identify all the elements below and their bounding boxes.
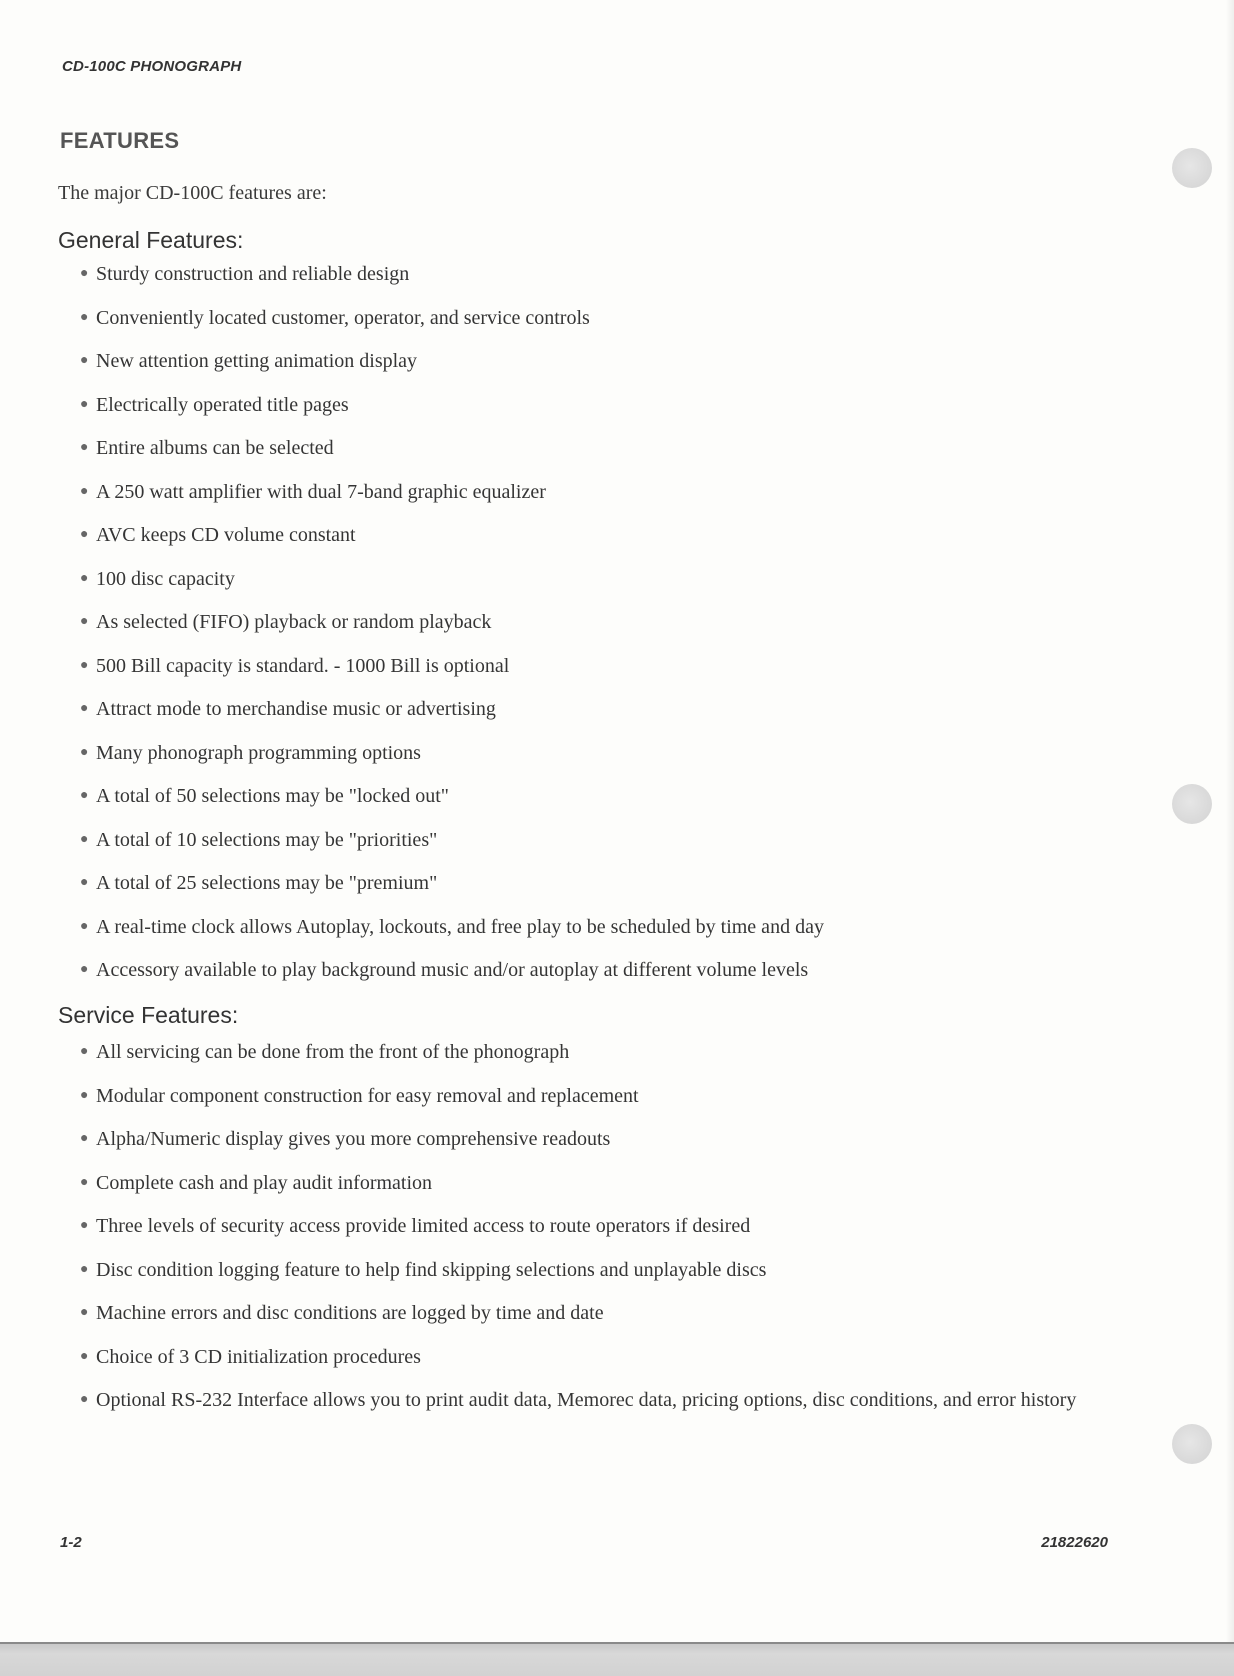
bullet-icon: ● — [80, 875, 89, 890]
list-item-text: Many phonograph programming options — [96, 741, 421, 764]
list-item — [78, 829, 1128, 873]
binder-hole — [1172, 148, 1212, 188]
service-features-list — [78, 1041, 1118, 1411]
list-item — [78, 1389, 1118, 1411]
bullet-icon: ● — [80, 744, 89, 760]
list-item-text: A total of 25 selections may be "premium" — [96, 872, 438, 894]
bullet-icon: ● — [80, 1044, 89, 1059]
running-head: CD-100C PHONOGRAPH — [62, 58, 242, 75]
list-item-text: 500 Bill capacity is standard. - 1000 Bill is optional — [96, 654, 510, 677]
list-item-text: Electrically operated title pages — [96, 393, 349, 416]
list-item-text: A total of 50 selections may be "locked out" — [96, 785, 449, 807]
section-title: FEATURES — [60, 128, 180, 153]
list-item-text: Choice of 3 CD initialization procedures — [96, 1345, 421, 1368]
bullet-icon: ● — [80, 396, 89, 412]
list-item-text: All servicing can be done from the front of the phonograph — [96, 1041, 570, 1063]
intro-text: The major CD-100C features are: — [58, 182, 327, 204]
bullet-icon: ● — [80, 788, 89, 803]
list-item — [78, 437, 1128, 481]
bullet-icon: ● — [80, 657, 89, 673]
list-item-text: 100 disc capacity — [96, 567, 235, 590]
bullet-icon: ● — [80, 353, 89, 368]
list-item — [78, 263, 1128, 307]
list-item — [78, 1172, 1118, 1216]
list-item-text: Complete cash and play audit information — [96, 1171, 433, 1194]
list-item — [78, 611, 1128, 655]
bullet-icon: ● — [80, 1305, 89, 1320]
list-item-text: Conveniently located customer, operator, and service controls — [96, 306, 590, 329]
bullet-icon: ● — [80, 1174, 89, 1190]
bullet-icon: ● — [80, 831, 89, 847]
list-item — [78, 742, 1128, 786]
list-item-text: Sturdy construction and reliable design — [96, 263, 410, 285]
list-item — [78, 1259, 1118, 1303]
list-item-text: New attention getting animation display — [96, 350, 418, 372]
service-features-heading: Service Features: — [58, 1002, 239, 1028]
list-item — [78, 916, 1128, 960]
list-item-text: As selected (FIFO) playback or random playback — [96, 611, 492, 633]
list-item-text: A total of 10 selections may be "priorities" — [96, 828, 438, 851]
list-item — [78, 872, 1128, 916]
page-number: 1-2 — [60, 1534, 82, 1551]
bullet-icon: ● — [80, 483, 89, 499]
list-item-text: Modular component construction for easy removal and replacement — [96, 1084, 639, 1107]
bullet-icon: ● — [80, 962, 89, 977]
list-item — [78, 1041, 1118, 1085]
list-item — [78, 568, 1128, 612]
list-item — [78, 785, 1128, 829]
bullet-icon: ● — [80, 1261, 89, 1277]
list-item — [78, 1085, 1118, 1129]
bullet-icon: ● — [80, 1348, 89, 1364]
binder-hole — [1172, 784, 1212, 824]
bullet-icon: ● — [80, 1087, 89, 1103]
bullet-icon: ● — [80, 1131, 89, 1146]
list-item — [78, 524, 1128, 568]
list-item — [78, 655, 1128, 699]
list-item-text: AVC keeps CD volume constant — [96, 524, 356, 546]
bullet-icon: ● — [80, 266, 89, 281]
bullet-icon: ● — [80, 570, 89, 586]
list-item — [78, 350, 1128, 394]
general-features-list — [78, 263, 1128, 1003]
list-item — [78, 394, 1128, 438]
list-item-text: Three levels of security access provide limited access to route operators if desired — [96, 1215, 751, 1237]
list-item — [78, 1128, 1118, 1172]
bullet-icon: ● — [80, 527, 89, 542]
list-item-text: Entire albums can be selected — [96, 437, 334, 459]
bullet-icon: ● — [80, 1218, 89, 1233]
list-item — [78, 1302, 1118, 1346]
list-item-text: Accessory available to play background music and/or autoplay at different volume levels — [96, 959, 809, 981]
general-features-heading: General Features: — [58, 227, 244, 253]
list-item — [78, 1215, 1118, 1259]
list-item-text: Attract mode to merchandise music or advertising — [96, 698, 496, 720]
bullet-icon: ● — [80, 440, 89, 455]
scan-shadow — [1226, 0, 1234, 1674]
binder-hole — [1172, 1424, 1212, 1464]
list-item-text: A 250 watt amplifier with dual 7-band graphic equalizer — [96, 480, 546, 503]
document-number: 21822620 — [1041, 1534, 1108, 1551]
bullet-icon: ● — [80, 918, 89, 934]
list-item-text: Disc condition logging feature to help find skipping selections and unplayable discs — [96, 1258, 767, 1281]
bullet-icon: ● — [80, 701, 89, 716]
list-item — [78, 698, 1128, 742]
list-item — [78, 307, 1128, 351]
list-item — [78, 1346, 1118, 1390]
list-item-text: A real-time clock allows Autoplay, lockouts, and free play to be scheduled by time and day — [96, 915, 824, 938]
list-item-text: Alpha/Numeric display gives you more comprehensive readouts — [96, 1128, 611, 1150]
scan-bottom-edge — [0, 1642, 1234, 1676]
list-item — [78, 959, 1128, 1003]
bullet-icon: ● — [80, 614, 89, 629]
list-item-text: Machine errors and disc conditions are logged by time and date — [96, 1302, 604, 1324]
list-item-text: Optional RS-232 Interface allows you to print audit data, Memorec data, pricing options, disc conditions, and error history — [96, 1389, 1077, 1411]
bullet-icon: ● — [80, 1392, 89, 1407]
list-item — [78, 481, 1128, 525]
bullet-icon: ● — [80, 309, 89, 325]
